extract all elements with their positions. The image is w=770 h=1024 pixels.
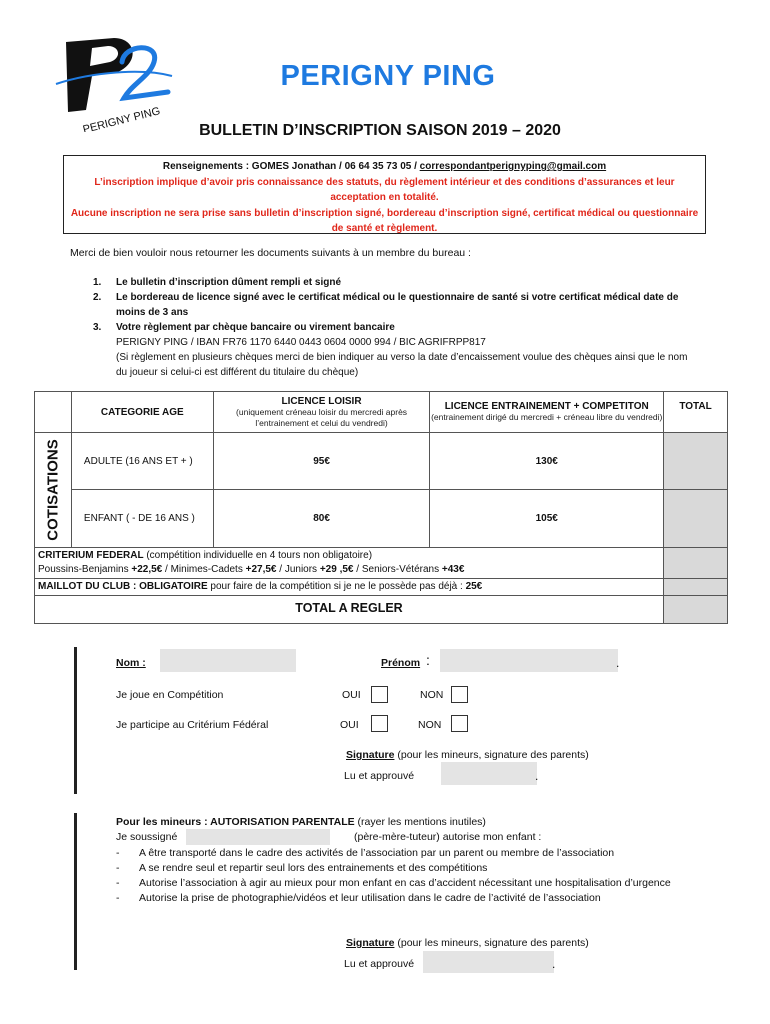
payment-note: (Si règlement en plusieurs chèques merci de bien indiquer au verso la date d’encaissement voulue des chèques ainsi que le nom du joueur si celui-ci est différent du titulaire du chèque) [116,352,688,378]
authorization-item: A se rendre seul et repartir seul lors des entrainements et des compétitions [139,862,488,874]
competition-non-label: NON [420,689,444,701]
criterium-cat-2: / Minimes-Cadets [162,564,246,575]
soussigne-label: Je soussigné [116,831,178,843]
total-child-field[interactable] [664,490,728,548]
soussigne-field[interactable] [186,829,330,845]
document-title: BULLETIN D’INSCRIPTION SAISON 2019 – 2020 [199,122,561,139]
criterium-cat-4: / Seniors-Vétérans [353,564,442,575]
list-item [116,876,696,891]
col-header-competition [430,392,664,433]
competition-oui-label: OUI [342,689,361,701]
club-name: PERIGNY PING [280,60,496,92]
minors-title-note: (rayer les mentions inutiles) [354,816,486,828]
minors-signature-field[interactable] [423,951,554,973]
prenom-label: Prénom [381,657,421,669]
loisir-subtitle: (uniquement créneau loisir du mercredi après l’entrainement et celui du vendredi) [236,406,408,428]
criterium-title: CRITERIUM FEDERAL [38,550,144,561]
criterium-oui-label: OUI [340,719,359,731]
minors-signature-label: Signature [346,937,395,949]
maillot-price: 25€ [465,581,483,592]
competition-subtitle: (entrainement dirigé du mercredi + créneau libre du vendredi) [431,412,663,422]
total-maillot-field[interactable] [664,579,728,596]
warning-statuts: L’inscription implique d’avoir pris connaissance des statuts, du règlement intérieur et des conditions d’assurances et leur acceptation en totalité. [94,176,675,203]
minors-title-line [116,816,486,828]
dash: - [116,892,120,904]
signature-dot: . [535,769,539,783]
criterium-price-2: +27,5€ [245,564,277,575]
list-item [116,846,696,861]
lu-approuve-label: Lu et approuvé [344,770,415,782]
authorization-item: Autorise l’association à agir au mieux pour mon enfant en cas d’accident nécessitant une hospitalisation d’urgence [139,877,671,889]
col-header-category: CATEGORIE AGE [71,392,213,433]
col-header-loisir [213,392,430,433]
documents-list [93,275,693,380]
table-corner [35,392,72,433]
list-number: 1. [93,277,102,288]
competition-title: LICENCE ENTRAINEMENT + COMPETITON [444,401,649,412]
criterium-row [35,548,664,579]
criterium-price-1: +22,5€ [131,564,163,575]
competition-non-checkbox[interactable] [451,686,468,703]
nom-label: Nom : [116,657,146,669]
criterium-cat-1: Poussins-Benjamins [38,564,132,575]
criterium-price-3: +29 ,5€ [319,564,354,575]
section-bar [74,813,77,970]
prenom-dot: . [616,656,620,670]
list-item [93,320,693,380]
dash: - [116,862,120,874]
criterium-non-checkbox[interactable] [451,715,468,732]
contact-email-link[interactable]: correspondantperignyping@gmail.com [419,161,607,172]
authorization-item: A être transporté dans le cadre des activités de l’association par un parent ou membre de l’association [139,847,615,859]
signature-field[interactable] [441,762,537,785]
competition-question: Je joue en Compétition [116,689,224,701]
contact-info: Renseignements : GOMES Jonathan / 06 64 35 73 05 / [162,161,420,172]
price-loisir-child: 80€ [213,490,430,548]
list-number: 3. [93,322,102,333]
col-header-total: TOTAL [664,392,728,433]
prenom-colon: : [426,652,430,668]
total-adult-field[interactable] [664,433,728,490]
nom-field[interactable] [160,649,296,672]
competition-oui-checkbox[interactable] [371,686,388,703]
minors-signature-dot: . [552,957,556,971]
club-logo [52,32,174,132]
list-text: Le bordereau de licence signé avec le certificat médical ou le questionnaire de santé si votre certificat médical date de moins de 3 ans [116,292,679,318]
criterium-non-label: NON [418,719,442,731]
loisir-title: LICENCE LOISIR [281,395,362,407]
info-box [63,155,706,234]
signature-line [346,749,589,761]
list-item [116,861,696,876]
svg-text:PERIGNY PING: PERIGNY PING [81,105,162,132]
cotisations-label: COTISATIONS [44,439,62,541]
minors-lu-approuve: Lu et approuvé [344,958,415,970]
signature-label: Signature [346,749,395,761]
price-loisir-adult: 95€ [213,433,430,490]
criterium-cat-3: / Juniors [276,564,320,575]
category-child: ENFANT ( - DE 16 ANS ) [71,490,213,548]
authorization-list [116,846,696,906]
list-text: Le bulletin d’inscription dûment rempli et signé [116,277,342,288]
warning-documents: Aucune inscription ne sera prise sans bulletin d’inscription signé, bordereau d’inscription signé, certificat médical ou questionnaire de santé et règlement. [70,207,699,234]
list-number: 2. [93,292,102,303]
prenom-field[interactable] [440,649,618,672]
dash: - [116,847,120,859]
signature-note: (pour les mineurs, signature des parents) [394,749,589,761]
total-to-pay-label: TOTAL A REGLER [35,596,664,624]
minors-signature-line [346,937,589,949]
category-adult: ADULTE (16 ANS ET + ) [71,433,213,490]
price-competition-adult: 130€ [430,433,664,490]
intro-text: Merci de bien vouloir nous retourner les documents suivants à un membre du bureau : [70,247,471,259]
total-to-pay-field[interactable] [664,596,728,624]
minors-title: Pour les mineurs : AUTORISATION PARENTALE [116,816,355,828]
criterium-price-4: +43€ [441,564,465,575]
dash: - [116,877,120,889]
list-text: Votre règlement par chèque bancaire ou virement bancaire [116,322,395,333]
minors-signature-note: (pour les mineurs, signature des parents) [394,937,589,949]
soussigne-suffix: (père-mère-tuteur) autorise mon enfant : [354,831,542,843]
maillot-desc: pour faire de la compétition si je ne le possède pas déjà : [207,581,466,592]
criterium-oui-checkbox[interactable] [371,715,388,732]
section-bar [74,647,77,794]
maillot-title: MAILLOT DU CLUB : OBLIGATOIRE [38,581,208,592]
pricing-table [34,391,728,624]
authorization-item: Autorise la prise de photographie/vidéos et leur utilisation dans le cadre de l’activité de l’association [139,892,601,904]
list-item [116,891,696,906]
maillot-row [35,579,664,596]
list-item [93,290,693,320]
price-competition-child: 105€ [430,490,664,548]
cotisations-side-label [35,433,72,548]
bank-details: PERIGNY PING / IBAN FR76 1170 6440 0443 0604 0000 994 / BIC AGRIFRPP817 [116,337,486,348]
total-criterium-field[interactable] [664,548,728,579]
criterium-desc: (compétition individuelle en 4 tours non obligatoire) [143,550,373,561]
list-item [93,275,693,290]
criterium-question: Je participe au Critérium Fédéral [116,719,269,731]
